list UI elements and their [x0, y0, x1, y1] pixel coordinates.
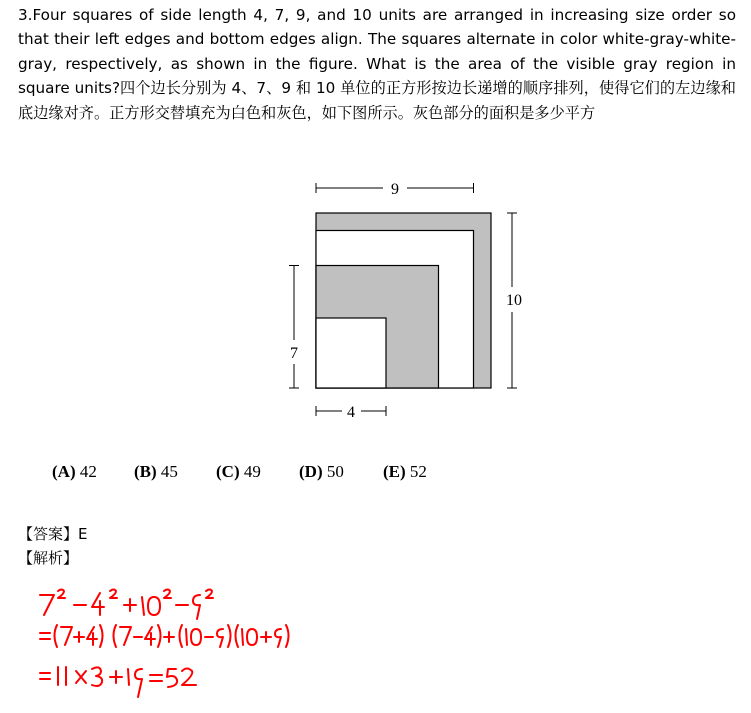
choice-b: (B) 45	[134, 462, 178, 481]
square-4-white	[316, 318, 386, 388]
problem-statement: 3.Four squares of side length 4, 7, 9, and 10 units are arranged in increasing size order so that their left edges and bottom edges align. The squares alternate in color white-gray-white-gray, respectively, as shown in the figure. What is the area of the visible gray region in square units?四个边长分别为 4、7、9 和 10 单位的正方形按边长递增的顺序排列，使得它们的左边缘和底边缘对齐。正方形交替填充为白色和灰色，如下图所示。灰色部分的面积是多少平方	[18, 6, 736, 122]
choice-c: (C) 49	[216, 462, 261, 481]
dimension-9-label: 9	[391, 181, 399, 198]
choice-e: (E) 52	[383, 462, 427, 481]
dimension-7-label: 7	[290, 345, 298, 362]
answer-line: 【答案】E	[18, 525, 88, 543]
problem-text	[18, 3, 736, 125]
choice-d: (D) 50	[299, 462, 344, 481]
choice-a: (A) 42	[52, 462, 97, 481]
handwritten-solution	[30, 585, 390, 710]
analysis-label: 【解析】	[18, 549, 79, 567]
answer-section	[18, 522, 88, 570]
answer-choices	[52, 462, 472, 482]
dimension-10-label: 10	[506, 292, 522, 309]
squares-figure	[280, 172, 540, 432]
dimension-7	[289, 266, 299, 389]
dimension-4-label: 4	[347, 404, 355, 421]
